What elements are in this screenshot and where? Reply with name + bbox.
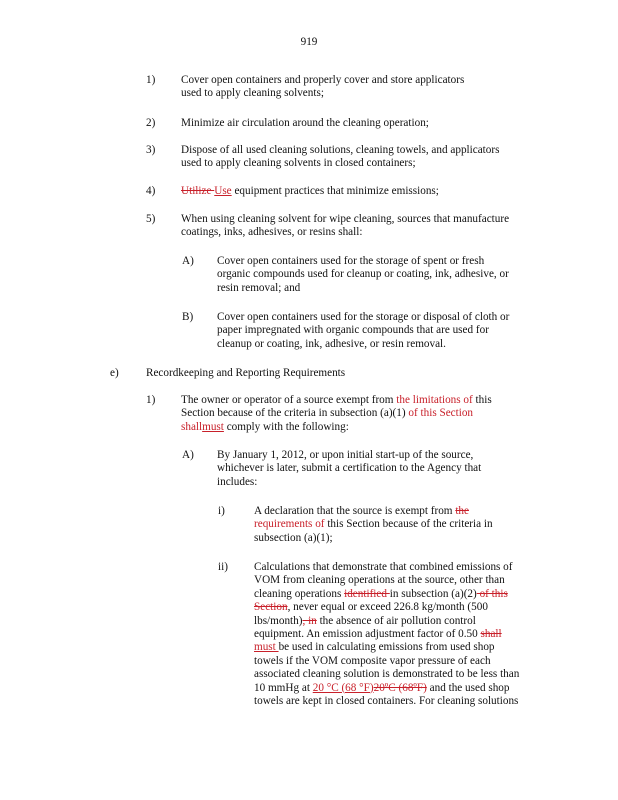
deleted-text: Utilize [181, 185, 215, 197]
deleted-text: of this [476, 587, 508, 600]
text-run: in subsection (a)(2) [389, 587, 477, 600]
text-run: this [472, 394, 492, 406]
sub-item-label: B) [182, 311, 194, 323]
inserted-text: of this Section [408, 407, 474, 420]
sub-sub-item-text [254, 505, 493, 545]
text-line [254, 601, 519, 614]
text-line: Cover open containers and properly cover and store applicators [181, 74, 465, 86]
text-line [254, 615, 519, 628]
text-run: the absence of air pollution control [316, 614, 476, 627]
text-run: equipment practices that minimize emissions; [231, 185, 439, 197]
sub-item-label: A) [182, 255, 194, 267]
text-run: be used in calculating emissions from used shop [278, 641, 495, 654]
text-line: cleanup or coating, ink, adhesive, or resin removal. [217, 337, 446, 350]
list-item-text [181, 394, 492, 434]
page-number: 919 [300, 36, 318, 48]
text-line [181, 407, 492, 420]
list-item-label: 5) [146, 213, 156, 225]
text-line: used to apply cleaning solvents in closed containers; [181, 157, 416, 170]
list-item-label: 2) [146, 117, 156, 129]
text-line [254, 641, 519, 654]
text-line [254, 505, 493, 518]
deleted-text: identified [344, 587, 390, 600]
text-line: Dispose of all used cleaning solutions, cleaning towels, and applicators [181, 144, 500, 156]
text-line [254, 588, 519, 601]
text-line: used to apply cleaning solvents; [181, 87, 324, 100]
list-item-text [181, 213, 509, 240]
text-line [254, 628, 519, 641]
list-item-label: 3) [146, 144, 156, 156]
text-run: A declaration that the source is exempt from [254, 505, 456, 517]
inserted-text: Use [214, 185, 232, 197]
sub-item-label: A) [182, 449, 194, 461]
text-line [181, 185, 439, 198]
text-line: organic compounds used for cleanup or coating, ink, adhesive, or [217, 268, 509, 281]
sub-sub-item-label: ii) [218, 561, 228, 573]
text-line: whichever is later, submit a certification to the Agency that [217, 462, 482, 475]
inserted-text: 20 °C (68 °F) [312, 681, 374, 694]
text-line [181, 421, 492, 434]
deleted-text: 20ºC (68ºF) [373, 681, 427, 694]
text-run: 10 mmHg at [254, 681, 313, 694]
sub-sub-item-label: i) [218, 505, 225, 517]
text-run: The owner or operator of a source exempt from [181, 394, 397, 406]
sub-item-text [217, 311, 509, 351]
text-line: paper impregnated with organic compounds that are used for [217, 324, 489, 337]
text-run: and the used shop [426, 681, 510, 694]
text-line: towels are kept in closed containers. For cleaning solutions [254, 695, 519, 708]
text-run: comply with the following: [223, 420, 349, 433]
text-run: cleaning operations [254, 587, 345, 600]
text-line: Cover open containers used for the storage of spent or fresh [217, 255, 485, 267]
inserted-text: the limitations of [396, 394, 473, 406]
text-line: includes: [217, 475, 258, 488]
deleted-text: , in [302, 614, 317, 627]
text-line: towels if the VOM composite vapor pressure of each [254, 654, 491, 667]
deleted-text: shall [181, 420, 203, 433]
sub-item-text [217, 255, 509, 295]
text-run: lbs/month) [254, 614, 303, 627]
text-line: VOM from cleaning operations at the source, other than [254, 574, 505, 587]
list-item-text [181, 74, 464, 101]
list-item-label: 1) [146, 74, 156, 86]
list-item-label: 4) [146, 185, 156, 197]
sub-item-text [217, 449, 481, 489]
inserted-text: must [254, 641, 279, 654]
text-line [254, 682, 519, 695]
text-run: this Section because of the criteria in [324, 518, 493, 531]
list-item-text [181, 117, 429, 130]
text-line: By January 1, 2012, or upon initial start-up of the source, [217, 449, 474, 461]
text-line: Minimize air circulation around the cleaning operation; [181, 117, 429, 129]
sub-sub-item-text [254, 561, 519, 708]
deleted-text: the [455, 505, 469, 517]
deleted-text: Section [254, 601, 288, 614]
text-line: Cover open containers used for the storage or disposal of cloth or [217, 311, 510, 323]
text-line [254, 518, 493, 531]
section-label: e) [110, 367, 119, 379]
inserted-text: must [202, 420, 224, 433]
text-line: resin removal; and [217, 281, 301, 294]
text-line [181, 394, 492, 407]
text-line: subsection (a)(1); [254, 531, 333, 544]
text-run: equipment. An emission adjustment factor of 0.50 [254, 628, 481, 641]
deleted-text: shall [480, 628, 502, 641]
text-line: coatings, inks, adhesives, or resins shall: [181, 226, 363, 239]
list-item-text [181, 144, 499, 171]
section-heading: Recordkeeping and Reporting Requirements [146, 367, 346, 379]
text-line: When using cleaning solvent for wipe cleaning, sources that manufacture [181, 213, 510, 225]
list-item-text [181, 185, 439, 198]
list-item-label: 1) [146, 394, 156, 406]
inserted-text: requirements of [254, 518, 325, 531]
text-run: Section because of the criteria in subsection (a)(1) [181, 407, 409, 420]
text-line: associated cleaning solution is demonstrated to be less than [254, 668, 520, 681]
text-line: Calculations that demonstrate that combined emissions of [254, 561, 513, 573]
text-run: , never equal or exceed 226.8 kg/month (500 [287, 601, 488, 614]
